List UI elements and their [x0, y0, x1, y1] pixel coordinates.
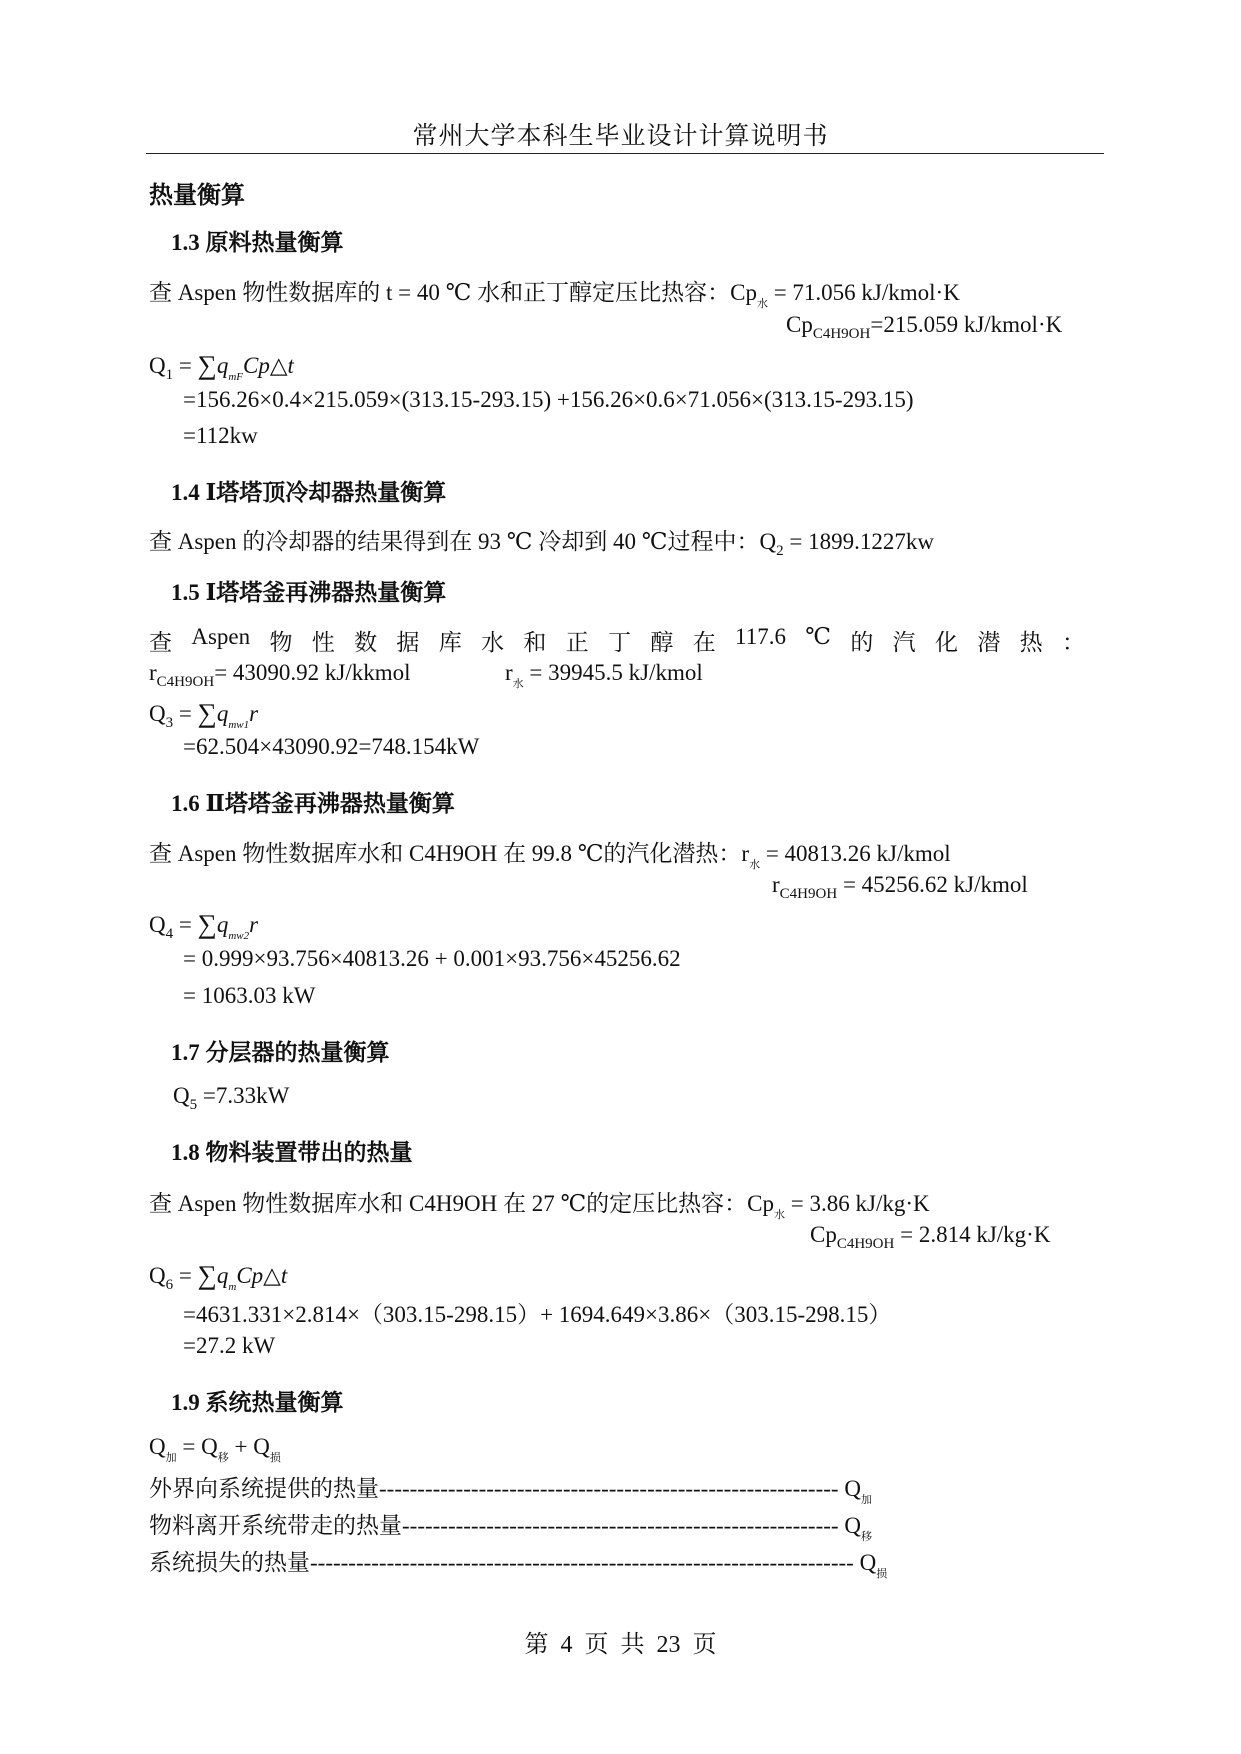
page-number: 第 4 页 共 23 页	[524, 1632, 717, 1658]
s15-calc-line-1: =62.504×43090.92=748.154kW	[183, 734, 480, 759]
s18-calc-line-1: =4631.331×2.814×（303.15-298.15）+ 1694.649×3.86×（303.15-298.15）	[183, 1302, 892, 1327]
s14-q2-line: 查 Aspen 的冷却器的结果得到在 93 ℃ 冷却到 40 ℃过程中：$Q_2 = 1899.1227kw$	[149, 529, 934, 559]
s13-cp-water-line: 查 Aspen 物性数据库的 t = 40 ℃ 水和正丁醇定压比热容：$Cp_水 = 71.056$ kJ/kmol·K	[149, 280, 960, 310]
s16-calc-line-2: = 1063.03 kW	[183, 983, 316, 1008]
s15-q3-formula: $Q_3 = \sum q_{mw1}r$	[149, 698, 259, 731]
s19-definition-q-move: 物料离开系统带走的热量--------------------------------------------------------- $Q_移$	[149, 1513, 872, 1543]
s16-q4-formula: $Q_4 = \sum q_{mw2}r$	[149, 909, 259, 942]
s19-balance-equation: $Q_加 = Q_移 + Q_损$	[149, 1434, 281, 1464]
s15-r-water: $r_水 = 39945.5$ kJ/kmol	[505, 660, 703, 690]
heading-1-3: 1.3 原料热量衡算	[171, 230, 344, 255]
section-title: 热量衡算	[149, 183, 245, 209]
heading-1-4: 1.4 Ⅰ塔塔顶冷却器热量衡算	[171, 480, 447, 505]
heading-1-5: 1.5 Ⅰ塔塔釜再沸器热量衡算	[171, 580, 447, 605]
s18-cp-butanol-line: $Cp_{C4H9OH} = 2.814$ kJ/kg·K	[810, 1222, 1051, 1252]
s13-calc-line-1: =156.26×0.4×215.059×(313.15-293.15) +156.26×0.6×71.056×(313.15-293.15)	[183, 387, 914, 412]
header-divider	[146, 153, 1104, 154]
s18-q6-formula: $Q_6$ = $\sum q_mCp\triangle t$	[149, 1260, 288, 1293]
s19-definition-q-add: 外界向系统提供的热量------------------------------------------------------------ $Q_加$	[149, 1476, 872, 1506]
s13-cp-butanol-line: $Cp_{C4H9OH}=215.059$ kJ/kmol·K	[786, 312, 1063, 342]
heading-1-8: 1.8 物料装置带出的热量	[171, 1140, 413, 1165]
s17-q5-line: $Q_5 =7.33kW$	[173, 1083, 290, 1113]
s15-latent-heat-line: 查 Aspen 物 性 数 据 库 水 和 正 丁 醇 在 117.6 ℃ 的 汽 化 潜 热 ：	[149, 624, 1085, 655]
s13-calc-line-2: =112kw	[183, 423, 258, 448]
s18-cp-water-line: 查 Aspen 物性数据库水和 C4H9OH 在 27 ℃的定压比热容：$Cp_水 = 3.86$ kJ/kg·K	[149, 1191, 930, 1221]
s13-q1-formula: $Q_1$ = $\sum q_{mF}Cp\triangle t$	[149, 350, 294, 383]
s16-r-water-line: 查 Aspen 物性数据库水和 C4H9OH 在 99.8 ℃的汽化潜热：$r_水 = 40813.26$ kJ/kmol	[149, 841, 951, 871]
s18-calc-line-2: =27.2 kW	[183, 1333, 276, 1358]
page-header: 常州大学本科生毕业设计计算说明书	[412, 123, 829, 150]
s15-r-butanol: $r_{C4H9OH}= 43090.92$ kJ/kkmol	[149, 660, 411, 690]
heading-1-9: 1.9 系统热量衡算	[171, 1390, 344, 1415]
s19-definition-q-loss: 系统损失的热量----------------------------------------------------------------------- $Q_损$	[149, 1550, 888, 1580]
s16-r-butanol-line: $r_{C4H9OH} = 45256.62$ kJ/kmol	[772, 872, 1028, 902]
heading-1-7: 1.7 分层器的热量衡算	[171, 1040, 390, 1065]
s16-calc-line-1: = 0.999×93.756×40813.26 + 0.001×93.756×45256.62	[183, 946, 681, 971]
heading-1-6: 1.6 Ⅱ塔塔釜再沸器热量衡算	[171, 791, 455, 816]
